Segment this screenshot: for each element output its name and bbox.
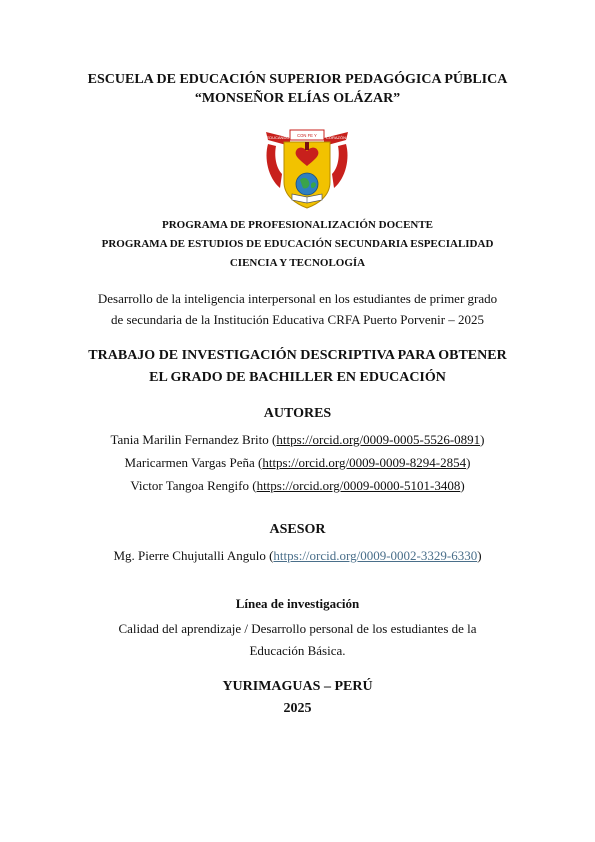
program-block [0, 216, 595, 273]
degree-statement [0, 345, 595, 389]
footer [0, 676, 595, 720]
research-title [0, 288, 595, 330]
program-line-3: CIENCIA Y TECNOLOGÍA [229, 257, 366, 269]
school-name-line-2: “MONSEÑOR ELÍAS OLÁZAR” [194, 91, 401, 106]
banner-center-text: CON FE Y [297, 133, 317, 138]
research-line-text [0, 618, 595, 662]
crest-icon [262, 124, 352, 212]
author-entry: Maricarmen Vargas Peña (https://orcid.org/0009-0009-8294-2854) [124, 455, 471, 470]
author-name: Tania Marilin Fernandez Brito [110, 432, 269, 447]
advisor-orcid-link[interactable]: https://orcid.org/0009-0002-3329-6330 [273, 548, 478, 563]
advisor-entry [0, 546, 595, 566]
degree-statement-line-2: EL GRADO DE BACHILLER EN EDUCACIÓN [149, 370, 446, 385]
program-line-2: PROGRAMA DE ESTUDIOS DE EDUCACIÓN SECUNDARIA ESPECIALIDAD [101, 238, 494, 250]
author-orcid-link[interactable]: https://orcid.org/0009-0009-8294-2854 [262, 455, 467, 470]
authors-heading: AUTORES [263, 406, 332, 421]
school-name [0, 70, 595, 108]
program-line-1: PROGRAMA DE PROFESIONALIZACIÓN DOCENTE [161, 219, 434, 231]
banner-right-text: CORAZÓN [326, 135, 346, 140]
author-orcid-link[interactable]: https://orcid.org/0009-0000-5101-3408 [256, 478, 461, 493]
author-entry: Tania Marilin Fernandez Brito (https://orcid.org/0009-0005-5526-0891) [110, 432, 485, 447]
school-logo [262, 124, 352, 212]
banner-left-text: EDUCANDO [266, 135, 290, 140]
degree-statement-line-1: TRABAJO DE INVESTIGACIÓN DESCRIPTIVA PARA OBTENER [88, 348, 507, 363]
author-entry: Victor Tangoa Rengifo (https://orcid.org/0009-0000-5101-3408) [130, 478, 465, 493]
footer-city: YURIMAGUAS – PERÚ [222, 679, 373, 694]
advisor-name: Mg. Pierre Chujutalli Angulo [113, 548, 266, 563]
author-orcid-link[interactable]: https://orcid.org/0009-0005-5526-0891 [276, 432, 481, 447]
school-name-line-1: ESCUELA DE EDUCACIÓN SUPERIOR PEDAGÓGICA PÚBLICA [87, 72, 508, 87]
author-name: Maricarmen Vargas Peña [124, 455, 255, 470]
advisor-line: Mg. Pierre Chujutalli Angulo (https://orcid.org/0009-0002-3329-6330) [113, 548, 482, 563]
research-title-line-1: Desarrollo de la inteligencia interpersonal en los estudiantes de primer grado [97, 291, 498, 306]
advisor-heading: ASESOR [269, 522, 326, 537]
research-line-text-2: Educación Básica. [249, 643, 346, 658]
footer-year: 2025 [283, 701, 312, 716]
research-title-line-2: de secundaria de la Institución Educativa CRFA Puerto Porvenir – 2025 [110, 312, 485, 327]
research-line-text-1: Calidad del aprendizaje / Desarrollo personal de los estudiantes de la [118, 621, 477, 636]
authors-list [0, 428, 595, 497]
author-name: Victor Tangoa Rengifo [130, 478, 249, 493]
research-line-heading: Línea de investigación [235, 596, 360, 611]
